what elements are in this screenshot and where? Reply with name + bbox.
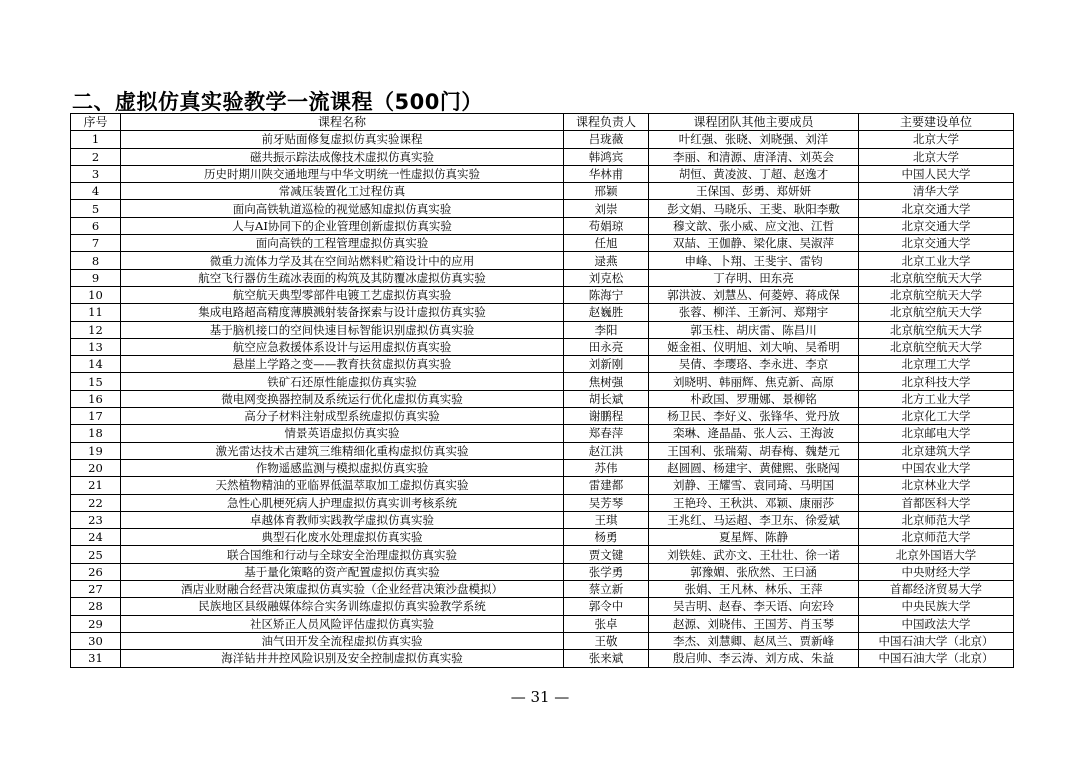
table-row xyxy=(71,425,1014,442)
cell-lead: 赵巍胜 xyxy=(564,304,649,321)
table-row xyxy=(71,217,1014,234)
cell-team: 双喆、王伽静、梁化康、吴淑萍 xyxy=(649,235,859,252)
cell-course-name: 联合国维和行动与全球安全治理虚拟仿真实验 xyxy=(121,546,564,563)
table-row xyxy=(71,390,1014,407)
cell-lead: 谢鹏程 xyxy=(564,408,649,425)
cell-index: 9 xyxy=(71,269,121,286)
cell-institution: 清华大学 xyxy=(859,183,1014,200)
cell-lead: 李阳 xyxy=(564,321,649,338)
table-row xyxy=(71,632,1014,649)
cell-institution: 首都医科大学 xyxy=(859,494,1014,511)
column-header-team: 课程团队其他主要成员 xyxy=(649,114,859,131)
cell-institution: 北京林业大学 xyxy=(859,477,1014,494)
cell-lead: 苟娟琼 xyxy=(564,217,649,234)
cell-lead: 田永亮 xyxy=(564,338,649,355)
cell-team: 王保国、彭勇、郑妍妍 xyxy=(649,183,859,200)
cell-team: 吴倩、李璎珞、李永进、李京 xyxy=(649,356,859,373)
cell-index: 24 xyxy=(71,529,121,546)
cell-institution: 中央财经大学 xyxy=(859,563,1014,580)
cell-team: 彭文娟、马晓乐、王斐、耿阳李敷 xyxy=(649,200,859,217)
table-row xyxy=(71,304,1014,321)
cell-lead: 张卓 xyxy=(564,615,649,632)
section-heading: 二、虚拟仿真实验教学一流课程（500门） xyxy=(72,90,483,114)
cell-institution: 首都经济贸易大学 xyxy=(859,581,1014,598)
cell-course-name: 航空应急救援体系设计与运用虚拟仿真实验 xyxy=(121,338,564,355)
cell-course-name: 铁矿石还原性能虚拟仿真实验 xyxy=(121,373,564,390)
cell-course-name: 酒店业财融合经营决策虚拟仿真实验（企业经营决策沙盘模拟） xyxy=(121,581,564,598)
cell-index: 18 xyxy=(71,425,121,442)
cell-team: 刘静、王耀雪、袁同琦、马明国 xyxy=(649,477,859,494)
cell-team: 胡恒、黄凌波、丁超、赵逸才 xyxy=(649,165,859,182)
cell-index: 21 xyxy=(71,477,121,494)
cell-lead: 王琪 xyxy=(564,511,649,528)
cell-institution: 中国石油大学（北京） xyxy=(859,650,1014,667)
cell-course-name: 基于脑机接口的空间快速目标智能识别虚拟仿真实验 xyxy=(121,321,564,338)
cell-course-name: 磁共振示踪法成像技术虚拟仿真实验 xyxy=(121,148,564,165)
cell-course-name: 面向高铁轨道巡检的视觉感知虚拟仿真实验 xyxy=(121,200,564,217)
cell-index: 29 xyxy=(71,615,121,632)
cell-course-name: 面向高铁的工程管理虚拟仿真实验 xyxy=(121,235,564,252)
cell-lead: 苏伟 xyxy=(564,459,649,476)
table-row xyxy=(71,131,1014,148)
cell-index: 20 xyxy=(71,459,121,476)
cell-lead: 雷建都 xyxy=(564,477,649,494)
table-row xyxy=(71,338,1014,355)
cell-index: 13 xyxy=(71,338,121,355)
cell-index: 19 xyxy=(71,442,121,459)
cell-institution: 北京科技大学 xyxy=(859,373,1014,390)
table-row xyxy=(71,477,1014,494)
cell-team: 郭洪波、刘慧丛、何菱婷、蒋成保 xyxy=(649,286,859,303)
table-row xyxy=(71,269,1014,286)
cell-institution: 北京化工大学 xyxy=(859,408,1014,425)
cell-team: 王兆红、马运超、李卫东、徐爱斌 xyxy=(649,511,859,528)
cell-institution: 北京交通大学 xyxy=(859,217,1014,234)
cell-course-name: 航空飞行器仿生疏冰表面的构筑及其防覆冰虚拟仿真实验 xyxy=(121,269,564,286)
table-row xyxy=(71,494,1014,511)
cell-institution: 北京邮电大学 xyxy=(859,425,1014,442)
cell-course-name: 基于量化策略的资产配置虚拟仿真实验 xyxy=(121,563,564,580)
cell-course-name: 前牙贴面修复虚拟仿真实验课程 xyxy=(121,131,564,148)
table-row xyxy=(71,459,1014,476)
table-row xyxy=(71,511,1014,528)
column-header-course-name: 课程名称 xyxy=(121,114,564,131)
cell-course-name: 卓越体育教师实践教学虚拟仿真实验 xyxy=(121,511,564,528)
cell-institution: 北京理工大学 xyxy=(859,356,1014,373)
cell-team: 王国利、张瑞菊、胡春梅、魏楚元 xyxy=(649,442,859,459)
cell-team: 申峰、卜翔、王斐宇、雷钧 xyxy=(649,252,859,269)
cell-team: 李杰、刘慧卿、赵凤兰、贾新峰 xyxy=(649,632,859,649)
cell-institution: 北京建筑大学 xyxy=(859,442,1014,459)
cell-course-name: 天然植物精油的亚临界低温萃取加工虚拟仿真实验 xyxy=(121,477,564,494)
cell-index: 16 xyxy=(71,390,121,407)
cell-institution: 中国政法大学 xyxy=(859,615,1014,632)
cell-team: 叶红强、张晓、刘晓强、刘洋 xyxy=(649,131,859,148)
cell-team: 刘铁娃、武亦文、王壮壮、徐一诺 xyxy=(649,546,859,563)
table-row xyxy=(71,252,1014,269)
cell-course-name: 常减压装置化工过程仿真 xyxy=(121,183,564,200)
cell-index: 1 xyxy=(71,131,121,148)
cell-lead: 蔡立新 xyxy=(564,581,649,598)
cell-lead: 郑春萍 xyxy=(564,425,649,442)
cell-team: 吴吉明、赵春、李天语、向宏玲 xyxy=(649,598,859,615)
table-row xyxy=(71,408,1014,425)
table-row xyxy=(71,148,1014,165)
cell-team: 张娟、王凡林、林乐、王萍 xyxy=(649,581,859,598)
cell-course-name: 典型石化废水处理虚拟仿真实验 xyxy=(121,529,564,546)
cell-index: 6 xyxy=(71,217,121,234)
cell-index: 27 xyxy=(71,581,121,598)
column-header-lead: 课程负责人 xyxy=(564,114,649,131)
table-row xyxy=(71,200,1014,217)
table-row xyxy=(71,615,1014,632)
table-row xyxy=(71,546,1014,563)
cell-lead: 韩鸿宾 xyxy=(564,148,649,165)
cell-index: 5 xyxy=(71,200,121,217)
cell-lead: 逯燕 xyxy=(564,252,649,269)
cell-institution: 北京航空航天大学 xyxy=(859,338,1014,355)
cell-index: 2 xyxy=(71,148,121,165)
table-row xyxy=(71,373,1014,390)
cell-lead: 赵江洪 xyxy=(564,442,649,459)
cell-index: 12 xyxy=(71,321,121,338)
cell-index: 28 xyxy=(71,598,121,615)
cell-team: 张蓉、柳洋、王新河、郑翔宇 xyxy=(649,304,859,321)
cell-lead: 刘克松 xyxy=(564,269,649,286)
cell-institution: 中国石油大学（北京） xyxy=(859,632,1014,649)
cell-lead: 杨勇 xyxy=(564,529,649,546)
cell-lead: 王敬 xyxy=(564,632,649,649)
cell-course-name: 悬崖上学路之变——教育扶贫虚拟仿真实验 xyxy=(121,356,564,373)
cell-team: 李丽、和清源、唐泽清、刘英会 xyxy=(649,148,859,165)
cell-course-name: 海洋钻井井控风险识别及安全控制虚拟仿真实验 xyxy=(121,650,564,667)
cell-course-name: 人与AI协同下的企业管理创新虚拟仿真实验 xyxy=(121,217,564,234)
cell-lead: 贾文键 xyxy=(564,546,649,563)
cell-team: 赵源、刘晓伟、王国芳、肖玉琴 xyxy=(649,615,859,632)
cell-lead: 邢颖 xyxy=(564,183,649,200)
table-header-row xyxy=(71,114,1014,131)
cell-institution: 北京交通大学 xyxy=(859,235,1014,252)
cell-lead: 郭令中 xyxy=(564,598,649,615)
cell-course-name: 作物遥感监测与模拟虚拟仿真实验 xyxy=(121,459,564,476)
cell-team: 栾琳、逄晶晶、张人云、王海波 xyxy=(649,425,859,442)
cell-index: 26 xyxy=(71,563,121,580)
cell-index: 11 xyxy=(71,304,121,321)
cell-team: 杨卫民、李好义、张锋华、党丹放 xyxy=(649,408,859,425)
cell-course-name: 油气田开发全流程虚拟仿真实验 xyxy=(121,632,564,649)
cell-institution: 北方工业大学 xyxy=(859,390,1014,407)
cell-course-name: 历史时期川陕交通地理与中华文明统一性虚拟仿真实验 xyxy=(121,165,564,182)
cell-index: 3 xyxy=(71,165,121,182)
cell-lead: 刘新刚 xyxy=(564,356,649,373)
cell-course-name: 情景英语虚拟仿真实验 xyxy=(121,425,564,442)
cell-index: 22 xyxy=(71,494,121,511)
cell-institution: 北京航空航天大学 xyxy=(859,269,1014,286)
cell-institution: 中国农业大学 xyxy=(859,459,1014,476)
cell-course-name: 激光雷达技术古建筑三维精细化重构虚拟仿真实验 xyxy=(121,442,564,459)
column-header-index: 序号 xyxy=(71,114,121,131)
cell-course-name: 集成电路超高精度薄膜溅射装备探索与设计虚拟仿真实验 xyxy=(121,304,564,321)
table-row xyxy=(71,442,1014,459)
cell-institution: 北京航空航天大学 xyxy=(859,321,1014,338)
cell-team: 丁存明、田东亮 xyxy=(649,269,859,286)
cell-index: 15 xyxy=(71,373,121,390)
cell-index: 30 xyxy=(71,632,121,649)
table-row xyxy=(71,650,1014,667)
cell-team: 王艳玲、王秋洪、邓颖、康丽莎 xyxy=(649,494,859,511)
cell-lead: 吕珑薇 xyxy=(564,131,649,148)
cell-index: 23 xyxy=(71,511,121,528)
cell-institution: 北京大学 xyxy=(859,131,1014,148)
course-table xyxy=(70,113,1014,668)
cell-index: 8 xyxy=(71,252,121,269)
table-row xyxy=(71,598,1014,615)
cell-lead: 吴芳琴 xyxy=(564,494,649,511)
column-header-institution: 主要建设单位 xyxy=(859,114,1014,131)
cell-index: 10 xyxy=(71,286,121,303)
cell-team: 殷启帅、李云涛、刘方成、朱益 xyxy=(649,650,859,667)
cell-team: 郭豫媚、张欣然、王曰涵 xyxy=(649,563,859,580)
cell-index: 14 xyxy=(71,356,121,373)
table-row xyxy=(71,286,1014,303)
table-row xyxy=(71,165,1014,182)
table-row xyxy=(71,321,1014,338)
cell-lead: 任旭 xyxy=(564,235,649,252)
cell-lead: 胡长斌 xyxy=(564,390,649,407)
cell-institution: 北京工业大学 xyxy=(859,252,1014,269)
cell-team: 朴政国、罗珊娜、景柳铭 xyxy=(649,390,859,407)
cell-institution: 北京师范大学 xyxy=(859,511,1014,528)
table-row xyxy=(71,581,1014,598)
cell-index: 4 xyxy=(71,183,121,200)
table-row xyxy=(71,183,1014,200)
cell-lead: 张来斌 xyxy=(564,650,649,667)
cell-team: 郭玉柱、胡庆雷、陈昌川 xyxy=(649,321,859,338)
table-row xyxy=(71,235,1014,252)
cell-team: 刘晓明、韩丽辉、焦克新、高原 xyxy=(649,373,859,390)
cell-team: 穆文歆、张小威、应文池、江哲 xyxy=(649,217,859,234)
cell-team: 姬金祖、仪明旭、刘大响、吴希明 xyxy=(649,338,859,355)
cell-institution: 北京交通大学 xyxy=(859,200,1014,217)
cell-team: 赵圆圆、杨建宇、黄健熙、张晓闯 xyxy=(649,459,859,476)
cell-course-name: 民族地区县级融媒体综合实务训练虚拟仿真实验教学系统 xyxy=(121,598,564,615)
table-row xyxy=(71,356,1014,373)
cell-lead: 焦树强 xyxy=(564,373,649,390)
cell-course-name: 社区矫正人员风险评估虚拟仿真实验 xyxy=(121,615,564,632)
cell-lead: 刘崇 xyxy=(564,200,649,217)
cell-course-name: 微电网变换器控制及系统运行优化虚拟仿真实验 xyxy=(121,390,564,407)
cell-index: 7 xyxy=(71,235,121,252)
table-body xyxy=(71,131,1014,667)
cell-institution: 北京航空航天大学 xyxy=(859,286,1014,303)
cell-course-name: 航空航天典型零部件电镀工艺虚拟仿真实验 xyxy=(121,286,564,303)
page-number: — 31 — xyxy=(510,688,570,706)
cell-index: 31 xyxy=(71,650,121,667)
cell-institution: 中央民族大学 xyxy=(859,598,1014,615)
cell-institution: 北京航空航天大学 xyxy=(859,304,1014,321)
table-row xyxy=(71,529,1014,546)
cell-institution: 北京大学 xyxy=(859,148,1014,165)
cell-team: 夏星辉、陈静 xyxy=(649,529,859,546)
cell-lead: 张学勇 xyxy=(564,563,649,580)
cell-lead: 陈海宁 xyxy=(564,286,649,303)
table-row xyxy=(71,563,1014,580)
cell-institution: 中国人民大学 xyxy=(859,165,1014,182)
cell-course-name: 急性心肌梗死病人护理虚拟仿真实训考核系统 xyxy=(121,494,564,511)
cell-institution: 北京师范大学 xyxy=(859,529,1014,546)
cell-lead: 华林甫 xyxy=(564,165,649,182)
cell-index: 17 xyxy=(71,408,121,425)
cell-institution: 北京外国语大学 xyxy=(859,546,1014,563)
cell-course-name: 微重力流体力学及其在空间站燃料贮箱设计中的应用 xyxy=(121,252,564,269)
cell-index: 25 xyxy=(71,546,121,563)
cell-course-name: 高分子材料注射成型系统虚拟仿真实验 xyxy=(121,408,564,425)
